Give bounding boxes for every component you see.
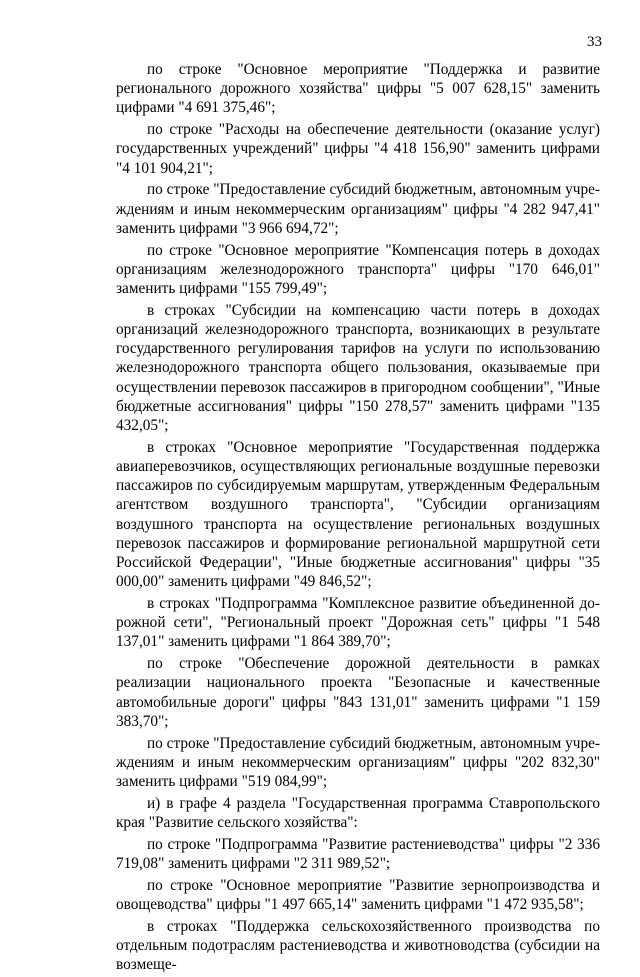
paragraph: в строках "Подпрограмма "Комплексное развитие объединенной дорожной сети", "Региональный проект "Дорожная сеть" цифры "1 548 137,01" заменить цифрами "1 864 389,70"; [116, 595, 600, 651]
paragraph: по строке "Основное мероприятие "Развитие зернопроизводства и овощеводства" цифры "1 497 665,14" заменить цифрами "1 472 935,58"; [116, 876, 600, 914]
paragraph: по строке "Обеспечение дорожной деятельности в рамках реализации национального проекта "Безопасные и качественные автомобильные дороги" цифры "843 131,01" заменить цифрами "1 159 383,70"; [116, 655, 600, 730]
paragraph: и) в графе 4 раздела "Государственная программа Ставропольского края "Развитие сельского хозяйства": [116, 794, 600, 832]
paragraph: в строках "Субсидии на компенсацию части потерь в доходах организаций железнодорожного транспорта, возникающих в результате государственного регулирования тарифов на услуги по использованию железнодорожного транспорта общего пользования, оказываемые при осуществлении перевозок пассажиров в пригородном сообщении", "Иные бюджетные ассигнования" цифры "150 278,57" заменить цифрами "135 432,05"; [116, 301, 600, 435]
paragraph: по строке "Предоставление субсидий бюджетным, автономным учреждениям и иным некоммерческим организациям" цифры "202 832,30" заменить цифрами "519 084,99"; [116, 734, 600, 791]
paragraph: по строке "Предоставление субсидий бюджетным, автономным учреждениям и иным некоммерческим организациям" цифры "4 282 947,41" заменить цифрами "3 966 694,72"; [116, 181, 600, 237]
paragraph: по строке "Основное мероприятие "Поддержка и развитие регионального дорожного хозяйства" цифры "5 007 628,15" заменить цифрами "4 691 375,46"; [116, 61, 600, 117]
paragraph: по строке "Подпрограмма "Развитие растениеводства" цифры "2 336 719,08" заменить цифрами "2 311 989,52"; [116, 835, 600, 873]
page-number: 33 [587, 34, 602, 50]
paragraph: в строках "Основное мероприятие "Государственная поддержка авиаперевозчиков, осуществляющих региональные воздушные перевозки пассажиров по субсидируемым маршрутам, утвержденным Федеральным агентством воздушного транспорта", "Субсидии организациям воздушного транспорта на осуществление региональных воздушных перевозок пассажиров и формирование региональной маршрутной сети Российской Федерации", "Иные бюджетные ассигнования" цифры "35 000,00" заменить цифрами "49 846,52"; [116, 438, 600, 591]
paragraph: в строках "Поддержка сельскохозяйственного производства по отдельным подотраслям растениеводства и животноводства (субсидии на возмеще- [116, 917, 600, 974]
paragraph: по строке "Расходы на обеспечение деятельности (оказание услуг) государственных учреждений" цифры "4 418 156,90" заменить цифрами "4 101 904,21"; [116, 121, 600, 177]
document-body [116, 60, 600, 977]
paragraph: по строке "Основное мероприятие "Компенсация потерь в доходах организациям железнодорожного транспорта" цифры "170 646,01" заменить цифрами "155 799,49"; [116, 241, 600, 298]
